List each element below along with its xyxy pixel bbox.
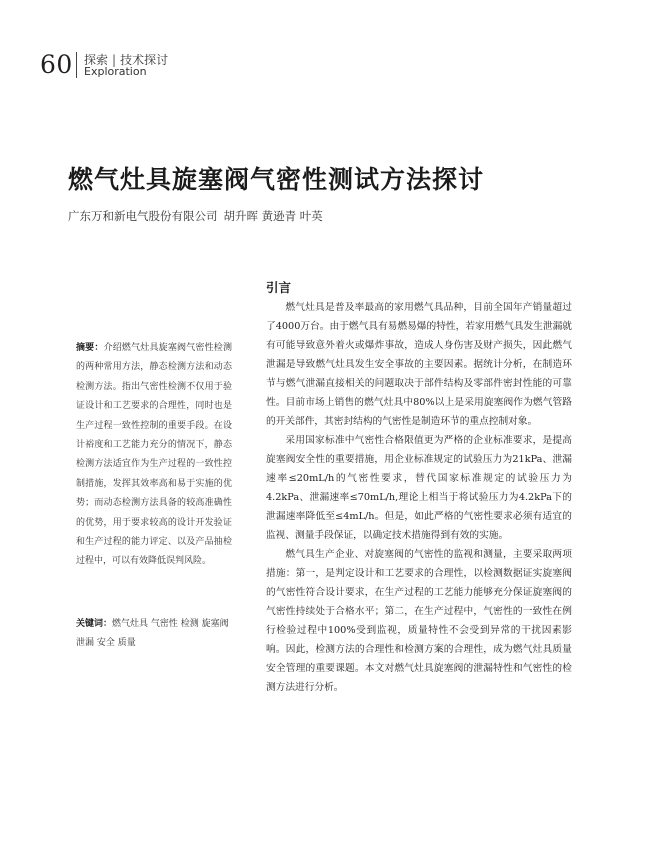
author-line [68,208,323,224]
keywords-label: 关键词： [76,619,113,629]
section-name-english: Exploration [84,65,147,78]
introduction-body [266,298,572,697]
intro-paragraph-2: 采用国家标准中气密性合格限值更为严格的企业标准要求，是提高旋塞阀安全性的重要措施，用企业标准规定的试验压力为21kPa、泄漏速率≤20mL/h的气密性要求，替代国家标准规定的试验压力为4.2kPa、泄漏速率≤70mL/h,理论上相当于将试验压力为4.2kPa下的泄漏速率降低至≤4mL/h。但是，如此严格的气密性要求必须有适宜的监视、测量手段保证，以确定技术措施得到有效的实施。 [266,435,572,541]
abstract-label: 摘要： [76,343,104,353]
keywords [76,615,232,654]
intro-paragraph-3: 燃气具生产企业、对旋塞阀的气密性的监视和测量，主要采取两项措施：第一，是判定设计和工艺要求的合理性，以检测数据证实旋塞阀的气密性符合设计要求，在生产过程的工艺能力能够充分保证旋塞阀的气密性持续处于合格水平；第二，在生产过程中，气密性的一致性在例行检验过程中100%受到监视，质量特性不会受到异常的干扰因素影响。因此，检测方法的合理性和检测方案的合理性，成为燃气灶具质量安全管理的重要课题。本文对燃气灶具旋塞阀的泄漏特性和气密性的检测方法进行分析。 [266,549,572,693]
affiliation: 广东万和新电气股份有限公司 [68,209,218,223]
section-name: 探索 [84,53,109,67]
header-divider [76,52,77,78]
author-names: 胡升晖 黄逊青 叶英 [223,209,323,223]
subsection-name: 技术探讨 [120,53,169,67]
article-title: 燃气灶具旋塞阀气密性测试方法探讨 [68,165,485,194]
intro-paragraph-1: 燃气灶具是普及率最高的家用燃气具品种，目前全国年产销量超过了4000万台。由于燃气具有易燃易爆的特性，若家用燃气具发生泄漏就有可能导致意外着火或爆炸事故，造成人身伤害及财产损失，因此燃气泄漏是导致燃气灶具发生安全事故的主要因素。据统计分析，在制造环节与燃气泄漏直接相关的问题取决于部件结构及零部件密封性能的可靠性。目前市场上销售的燃气灶具中80%以上是采用旋塞阀作为燃气管路的开关部件，其密封结构的气密性是制造环节的重点控制对象。 [266,302,572,427]
page-number: 60 [40,50,73,79]
abstract [76,339,232,572]
abstract-text: 介绍燃气灶具旋塞阀气密性检测的两种常用方法，静态检测方法和动态检测方法。指出气密性检测不仅用于验证设计和工艺要求的合理性，同时也是生产过程一致性控制的重要手段。在设计裕度和工艺能力充分的情况下，静态检测方法适宜作为生产过程的一致性控制措施，发挥其效率高和易于实施的优势；而动态检测方法具备的较高准确性的优势，用于要求较高的设计开发验证和生产过程的能力评定、以及产品抽检过程中，可以有效降低误判风险。 [76,343,232,567]
keywords-text: 燃气灶具 气密性 检测 旋塞阀 泄漏 安全 质量 [76,619,229,649]
introduction-heading: 引言 [266,280,292,295]
section-separator: | [112,53,117,67]
